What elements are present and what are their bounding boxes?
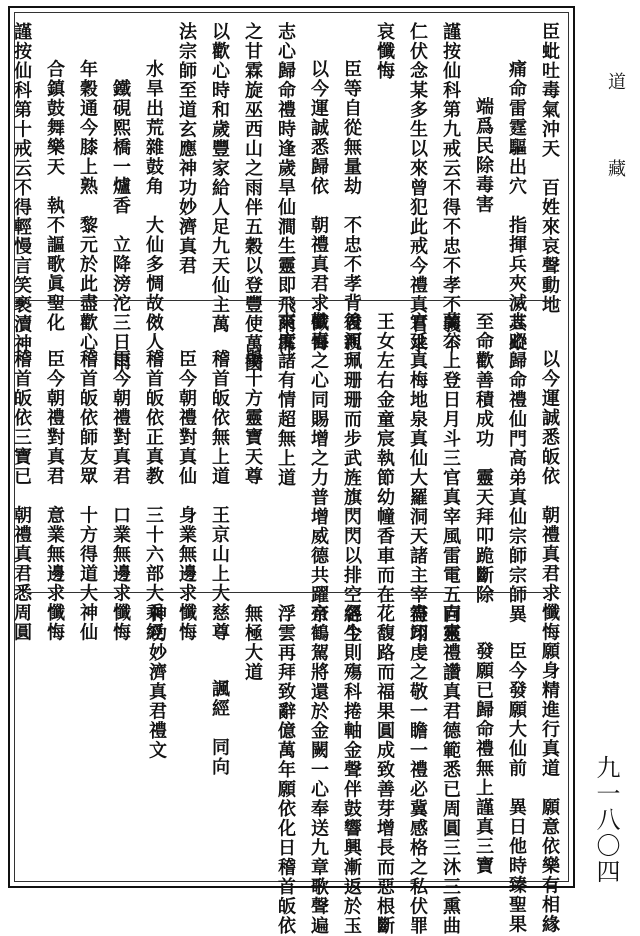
text-column: 年穀通今膝上熟 黎元於此盡歡心 xyxy=(77,40,98,352)
text-column: 官延真梅地泉真仙大羅洞天諸主宰符印 xyxy=(407,312,428,644)
text-column: 端爲民除毒害 xyxy=(473,58,494,214)
text-panel-bottom xyxy=(22,604,561,936)
text-column: 京鶴駕將還於金闕一心奉送九章歌聲遍 xyxy=(308,604,329,936)
text-column: 無極大道 xyxy=(242,604,263,682)
page-number: 九一八〇四 xyxy=(592,755,620,885)
text-column: 盡翊虔之敬一瞻一禮必冀感格之私伏罪 xyxy=(407,604,428,936)
text-column: 向來禮讚真君德範悉已周圓三沐三熏曲 xyxy=(440,604,461,936)
text-column: 王女左右金童宸執節幼幢香車而在 xyxy=(374,312,395,605)
text-column: 臣今朝禮對真仙 身業無邊求懺悔 xyxy=(176,330,197,642)
text-column: 以今運誠悉歸依 朝禮真君求懺悔 xyxy=(308,40,329,352)
panel-divider xyxy=(22,592,561,593)
text-column: 鐵硯熙橋一爐香 立降滂沱三日雨 xyxy=(110,40,131,372)
text-column: 諷經 同向 xyxy=(209,640,230,777)
text-column: 水旱出荒雜鼓角 大仙多惆故傚人 xyxy=(143,40,164,352)
text-column: 至命歡善積成功 靈天拜叩跪斷除 xyxy=(473,312,494,605)
text-panel-top xyxy=(11,22,561,373)
text-column: 志心歸命禮時逢歲旱仙澗生靈即飛雨霈 xyxy=(275,22,296,354)
text-column: 法宗師至道玄應神功妙濟真君 xyxy=(176,22,197,276)
text-column: 臣等自從無量劫 不忠不孝背君親 xyxy=(341,40,362,352)
text-column: 神功妙濟真君禮文 xyxy=(146,604,167,760)
text-column: 浮雲再拜致辭億萬年願依化日稽首皈依 xyxy=(275,604,296,936)
text-column: 仁伏念某多生以來曾犯此戒今禮真君求 xyxy=(407,22,428,354)
text-column: 臣今朝禮對真君 意業無邊求懺悔 xyxy=(44,330,65,642)
text-column: 之甘霖旋巫西山之雨伴五穀以登豐使萬國 xyxy=(242,22,263,373)
text-column: 稽首皈依師友眾 十方得道大神仙 xyxy=(77,330,98,642)
text-column: 痛命雷霆驅出穴 指揮兵夾滅其蹤 xyxy=(506,40,527,352)
text-column: 稽首皈依正真教 三十六部大乘經 xyxy=(143,330,164,642)
text-column: 稽首皈依無上道 王京山上大慈尊 xyxy=(209,330,230,642)
panel-divider xyxy=(22,300,561,301)
side-title: 道 藏 xyxy=(605,72,626,201)
text-column: 謹按仙科第九戒云不得不忠不孝不義不 xyxy=(440,22,461,354)
text-column: 臣今發願大仙前 異日他時臻聖果 xyxy=(506,622,527,934)
text-column: 臣蚍吐毒氣沖天 百姓來哀聲動地 xyxy=(539,22,560,315)
text-column: 蘭公上登日月斗三官真宰風雷電五百靈 xyxy=(440,312,461,644)
text-column: 願身精進行真道 願意依樂有相緣 xyxy=(539,622,560,934)
text-column: 合鎮鼓舞樂天 執不謳歌眞聖化 xyxy=(44,40,65,333)
text-column: 謹按仙科第十戒云不得輕慢言笑褻瀆神 xyxy=(11,22,32,354)
text-column: 哀懺悔 xyxy=(374,22,395,81)
text-column: 以今運誠悉皈依 朝禮真君求懺悔 xyxy=(539,330,560,642)
text-column: 絕今則殤科捲軸金聲伴鼓響興漸返於玉 xyxy=(341,604,362,936)
page-frame xyxy=(8,6,575,936)
text-column: 爽度諸有情超無上道 xyxy=(275,312,296,488)
text-column: 花馥路而福果圓成致善芽增長而惡根斷 xyxy=(374,604,395,936)
text-column: 稽首皈依三寶已 朝禮真君悉周圓 xyxy=(11,330,32,642)
text-column: 後河珮珊珊而步武旌旗閃閃以排空各生 xyxy=(341,312,362,644)
text-column: 志心歸命禮仙門高弟真仙宗師宗師異 xyxy=(506,312,527,624)
text-column: 發願已歸命禮無上謹真三寶 xyxy=(473,622,494,876)
text-column: 臣今朝禮對真君 口業無邊求懺悔 xyxy=(110,330,131,642)
text-column: 以歡心時和歲豐家給人足九天仙主萬 xyxy=(209,22,230,334)
text-column: 歡喜之心同賜增之力普增威德共躍帝 xyxy=(308,312,329,624)
text-column: 舉十方靈寶天尊 xyxy=(242,330,263,486)
